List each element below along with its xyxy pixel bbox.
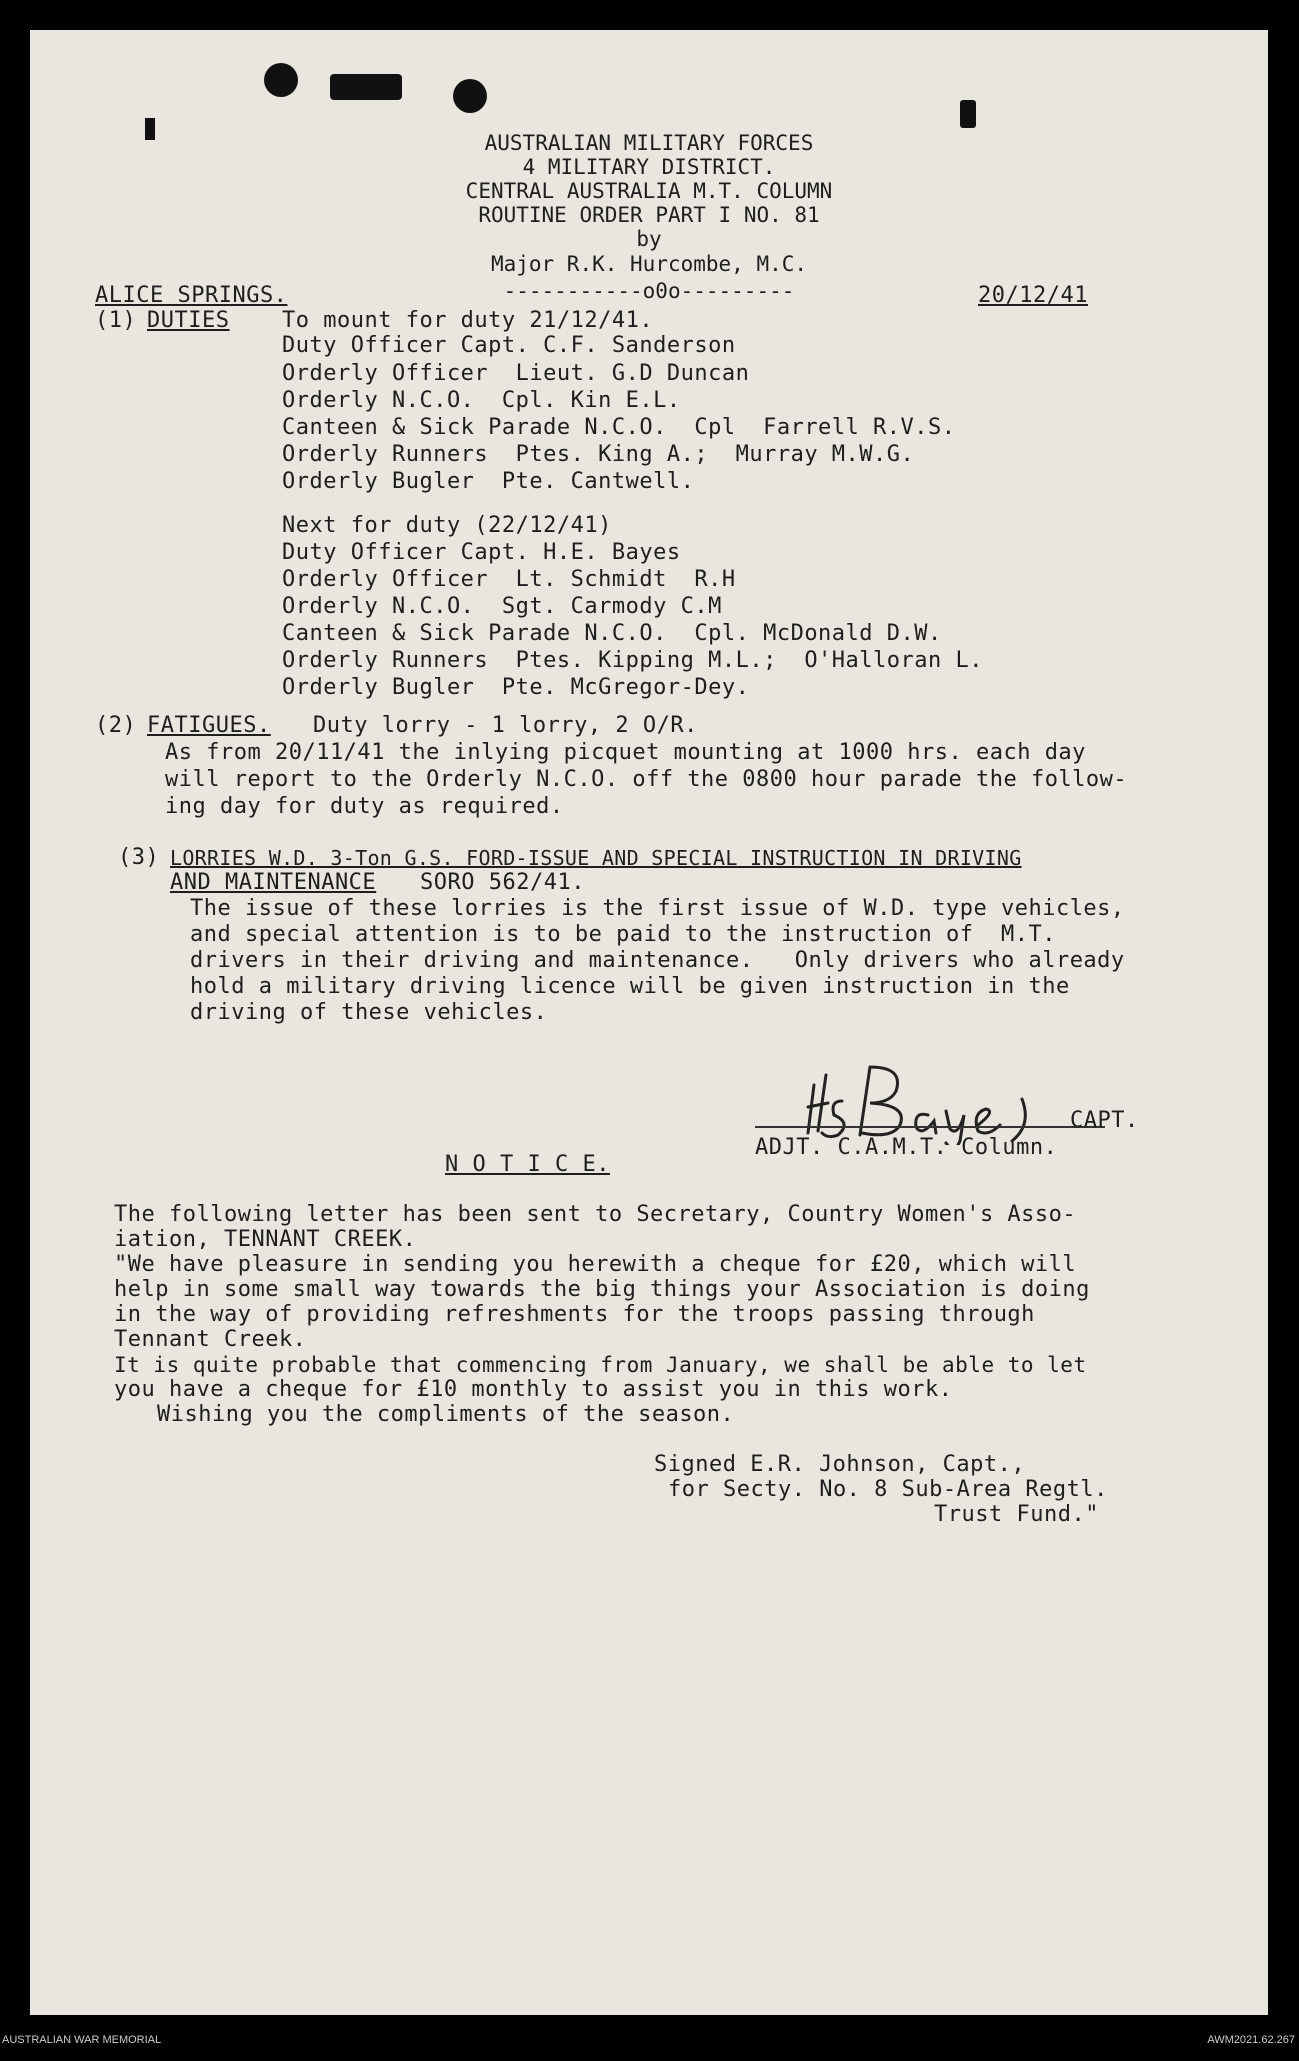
tape-mark (330, 74, 402, 100)
next-duty-row: Orderly Officer Lt. Schmidt R.H (282, 567, 736, 592)
header-by: by (636, 227, 662, 251)
next-duty-row: Orderly N.C.O. Sgt. Carmody C.M (282, 594, 722, 619)
fatigues-line: will report to the Orderly N.C.O. off the 0800 hour parade the follow- (165, 767, 1128, 792)
next-duty-row: Duty Officer Capt. H.E. Bayes (282, 540, 681, 565)
duties-number: (1) (95, 308, 137, 333)
fatigues-number: (2) (95, 713, 137, 738)
next-duty-row: Canteen & Sick Parade N.C.O. Cpl. McDonald D.W. (282, 621, 942, 646)
header-divider: -----------o0o--------- (503, 279, 795, 303)
notice-signed: for Secty. No. 8 Sub-Area Regtl. (668, 1477, 1108, 1502)
next-duty-intro: Next for duty (22/12/41) (282, 513, 612, 538)
next-duty-row: Orderly Bugler Pte. McGregor-Dey. (282, 675, 750, 700)
footer-accession-number: AWM2021.62.267 (1207, 2034, 1295, 2046)
signature-rule (755, 1126, 1105, 1128)
duty-row: Canteen & Sick Parade N.C.O. Cpl Farrell R.V.S. (282, 415, 956, 440)
punch-hole-right (453, 79, 487, 113)
edge-mark (960, 100, 976, 128)
notice-intro: The following letter has been sent to Secretary, Country Women's Asso- (114, 1202, 1077, 1227)
notice-intro: iation, TENNANT CREEK. (114, 1227, 417, 1252)
notice-letter-line: It is quite probable that commencing from January, we shall be able to let (114, 1353, 1087, 1377)
duties-heading: DUTIES (147, 308, 230, 333)
lorries-line: driving of these vehicles. (190, 1000, 548, 1025)
order-date: 20/12/41 (978, 283, 1088, 308)
duties-intro: To mount for duty 21/12/41. (282, 308, 654, 333)
document-page (30, 30, 1268, 2015)
fatigues-line: Duty lorry - 1 lorry, 2 O/R. (313, 713, 698, 738)
lorries-line: The issue of these lorries is the first issue of W.D. type vehicles, (190, 896, 1125, 921)
notice-letter-line: Tennant Creek. (114, 1327, 307, 1352)
notice-letter-line: in the way of providing refreshments for the troops passing through (114, 1302, 1035, 1327)
punch-hole-left (264, 63, 298, 97)
lorries-ref: SORO 562/41. (420, 870, 585, 895)
header-column: CENTRAL AUSTRALIA M.T. COLUMN (465, 179, 833, 203)
signature-title: ADJT. C.A.M.T. Column. (755, 1135, 1058, 1160)
duty-row: Orderly Bugler Pte. Cantwell. (282, 469, 695, 494)
notice-letter-line: "We have pleasure in sending you herewith a cheque for £20, which will (114, 1252, 1077, 1277)
lorries-line: drivers in their driving and maintenance. Only drivers who already (190, 948, 1125, 973)
place-heading: ALICE SPRINGS. (95, 283, 288, 308)
notice-letter-line: you have a cheque for £10 monthly to assist you in this work. (114, 1377, 953, 1402)
notice-signed: Signed E.R. Johnson, Capt., (654, 1452, 1026, 1477)
header-routine-order: ROUTINE ORDER PART I NO. 81 (478, 203, 820, 227)
duty-row: Orderly Runners Ptes. King A.; Murray M.W.G. (282, 442, 915, 467)
header-district: 4 MILITARY DISTRICT. (522, 155, 776, 179)
next-duty-row: Orderly Runners Ptes. Kipping M.L.; O'Halloran L. (282, 648, 984, 673)
duty-row: Orderly N.C.O. Cpl. Kin E.L. (282, 388, 681, 413)
fatigues-line: As from 20/11/41 the inlying picquet mounting at 1000 hrs. each day (165, 740, 1086, 765)
lorries-line: and special attention is to be paid to the instruction of M.T. (190, 922, 1056, 947)
notice-heading: N O T I C E. (445, 1152, 610, 1177)
fatigues-heading: FATIGUES. (147, 713, 271, 738)
header-major: Major R.K. Hurcombe, M.C. (490, 252, 808, 276)
footer-institution: AUSTRALIAN WAR MEMORIAL (2, 2034, 162, 2046)
notice-letter-line: Wishing you the compliments of the season. (157, 1402, 735, 1427)
fatigues-line: ing day for duty as required. (165, 794, 564, 819)
header-forces: AUSTRALIAN MILITARY FORCES (484, 131, 814, 155)
lorries-number: (3) (118, 845, 160, 870)
lorries-line: hold a military driving licence will be given instruction in the (190, 974, 1070, 999)
lorries-heading-cont: AND MAINTENANCE (170, 870, 377, 895)
duty-row: Duty Officer Capt. C.F. Sanderson (282, 333, 736, 358)
notice-signed: Trust Fund." (934, 1502, 1099, 1527)
lorries-heading: LORRIES W.D. 3-Ton G.S. FORD-ISSUE AND SPECIAL INSTRUCTION IN DRIVING (170, 846, 1022, 870)
duty-row: Orderly Officer Lieut. G.D Duncan (282, 361, 750, 386)
notice-letter-line: help in some small way towards the big things your Association is doing (114, 1277, 1090, 1302)
signature-rank: CAPT. (1070, 1108, 1139, 1133)
handwritten-signature (800, 1045, 1070, 1145)
